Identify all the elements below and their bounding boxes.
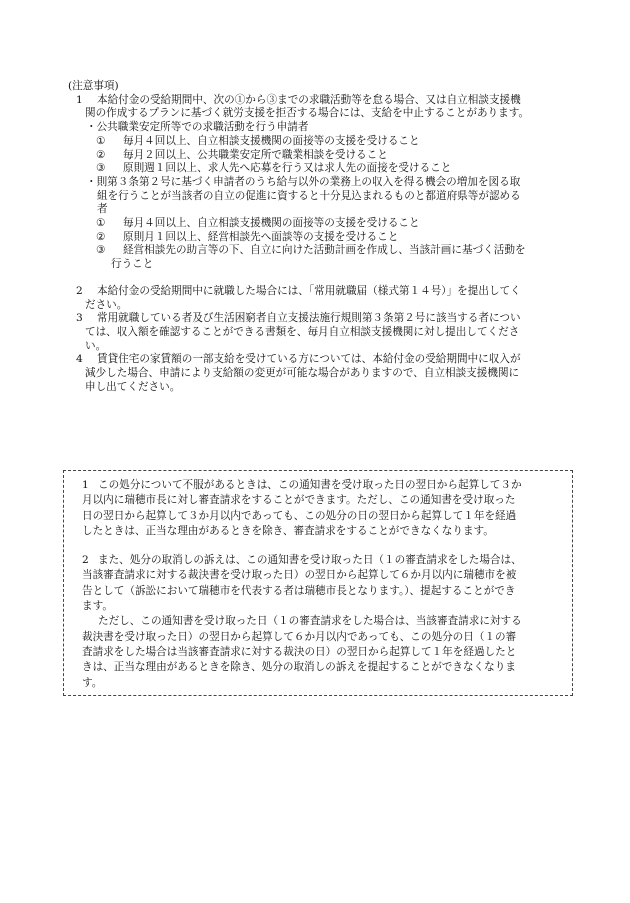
appeal-line: す。: [82, 676, 103, 689]
sub-item: [66, 244, 578, 258]
sub-text: 原則週１回以上、求人先へ応募を行う又は求人先の面接を受けること: [123, 162, 452, 175]
note-number: 3: [76, 312, 83, 325]
note-line: ては、収入額を確認することができる書類を、毎月自立相談支援機関に対し提出してくださ: [85, 325, 520, 338]
note-line: 常用就職している者及び生活困窮者自立支援法施行規則第３条第２号に該当する者につい: [97, 312, 521, 325]
notes-heading: (注意事項): [68, 80, 119, 92]
note-line: い。: [85, 339, 107, 352]
sub-text: 毎月４回以上、自立相談支援機関の面接等の支援を受けること: [123, 134, 420, 147]
appeal-number: 1: [82, 479, 89, 491]
sub-mark: ②: [96, 148, 106, 161]
sub-text: 原則月１回以上、経営相談先へ面談等の支援を受けること: [123, 230, 399, 243]
sub-text-continued: 行うこと: [111, 258, 154, 271]
sub-item: [66, 217, 578, 231]
appeal-line: 当該審査請求に対する裁決書を受け取った日）の翌日から起算して６か月以内に瑞穂市を被: [82, 569, 517, 582]
appeal-line: この処分について不服があるときは、この通知書を受け取った日の翌日から起算して３か: [98, 479, 522, 491]
note-line: 本給付金の受給期間中、次の①から③までの求職活動等を怠る場合、又は自立相談支援機: [97, 93, 521, 106]
note-item-3: [66, 312, 578, 353]
appeal-line: また、処分の取消しの訴えは、この通知書を受け取った日（１の審査請求をした場合は、: [98, 554, 522, 567]
sub-item: [66, 162, 578, 176]
note-item-2: [66, 285, 578, 312]
note-item-4: [66, 353, 578, 394]
appeal-line: きは、正当な理由があるときを除き、処分の取消しの訴えを提起することができなくなりま: [82, 661, 516, 674]
note-line: 本給付金の受給期間中に就職した場合には、「常用就職届（様式第１４号）」を提出してく: [97, 284, 521, 297]
sub-item: [66, 135, 578, 149]
appeal-line: 日の翌日から起算して３か月以内であっても、この処分の日の翌日から起算して１年を経過: [82, 509, 517, 522]
note-number: 4: [76, 353, 83, 366]
sub-mark: ②: [96, 230, 106, 243]
sub-mark: ③: [96, 162, 106, 175]
note-number: 1: [76, 93, 83, 106]
note-item-1: [66, 94, 578, 272]
appeal-notice-box: [63, 470, 573, 696]
sub-mark: ③: [96, 244, 106, 257]
appeal-line: 裁決書を受け取った日）の翌日から起算して６か月以内であっても、この処分の日（１の審: [82, 630, 517, 643]
appeal-paragraph-1: [82, 478, 560, 539]
appeal-number: 2: [82, 554, 89, 567]
appeal-line: 月以内に瑞穂市長に対し審査請求をすることができます。ただし、この通知書を受け取った: [82, 494, 516, 507]
bullet-label: ・則第３条第２号に基づく申請者のうち給与以外の業務上の収入を得る機会の増加を図る取: [86, 175, 521, 188]
appeal-line: ます。: [82, 600, 113, 613]
appeal-line: したときは、正当な理由があるときを除き、審査請求をすることができなくなります。: [82, 524, 494, 537]
appeal-line: 査請求をした場合は当該審査請求に対する裁決の日）の翌日から起算して１年を経過したと: [82, 645, 517, 658]
note-line: ださい。: [85, 298, 128, 311]
appeal-line: ただし、この通知書を受け取った日（１の審査請求をした場合は、当該審査請求に対する: [98, 615, 522, 628]
sub-item: [66, 149, 578, 163]
sub-text: 毎月２回以上、公共職業安定所で職業相談を受けること: [123, 148, 388, 161]
note-line: 関の作成するプランに基づく就労支援を拒否する場合には、支給を中止することがあります。: [85, 107, 530, 120]
note-number: 2: [76, 284, 83, 297]
appeal-line: 告として（訴訟において瑞穂市を代表する者は瑞穂市長となります。）、提起することができ: [82, 584, 516, 597]
appeal-notice: [82, 478, 560, 691]
appeal-paragraph-2: [82, 553, 560, 691]
sub-mark: ①: [96, 217, 106, 230]
notes-section: [66, 80, 578, 394]
bullet-label: ・公共職業安定所等での求職活動を行う申請者: [86, 121, 309, 134]
note-line: 賃貸住宅の家賃額の一部支給を受けている方については、本給付金の受給期間中に収入が: [97, 353, 521, 366]
bullet-line: 組を行うことが当該者の自立の促進に資すると十分見込まれるものと都道府県等が認める: [97, 189, 521, 202]
sub-text: 経営相談先の助言等の下、自立に向けた活動計画を作成し、当該計画に基づく活動を: [123, 244, 526, 257]
note-line: 減少した場合、申請により支給額の変更が可能な場合がありますので、自立相談支援機関に: [85, 367, 520, 380]
note-line: 申し出てください。: [85, 380, 181, 393]
sub-text: 毎月４回以上、自立相談支援機関の面接等の支援を受けること: [123, 217, 420, 230]
sub-mark: ①: [96, 134, 106, 147]
sub-item: [66, 231, 578, 245]
bullet-line: 者: [97, 203, 108, 216]
